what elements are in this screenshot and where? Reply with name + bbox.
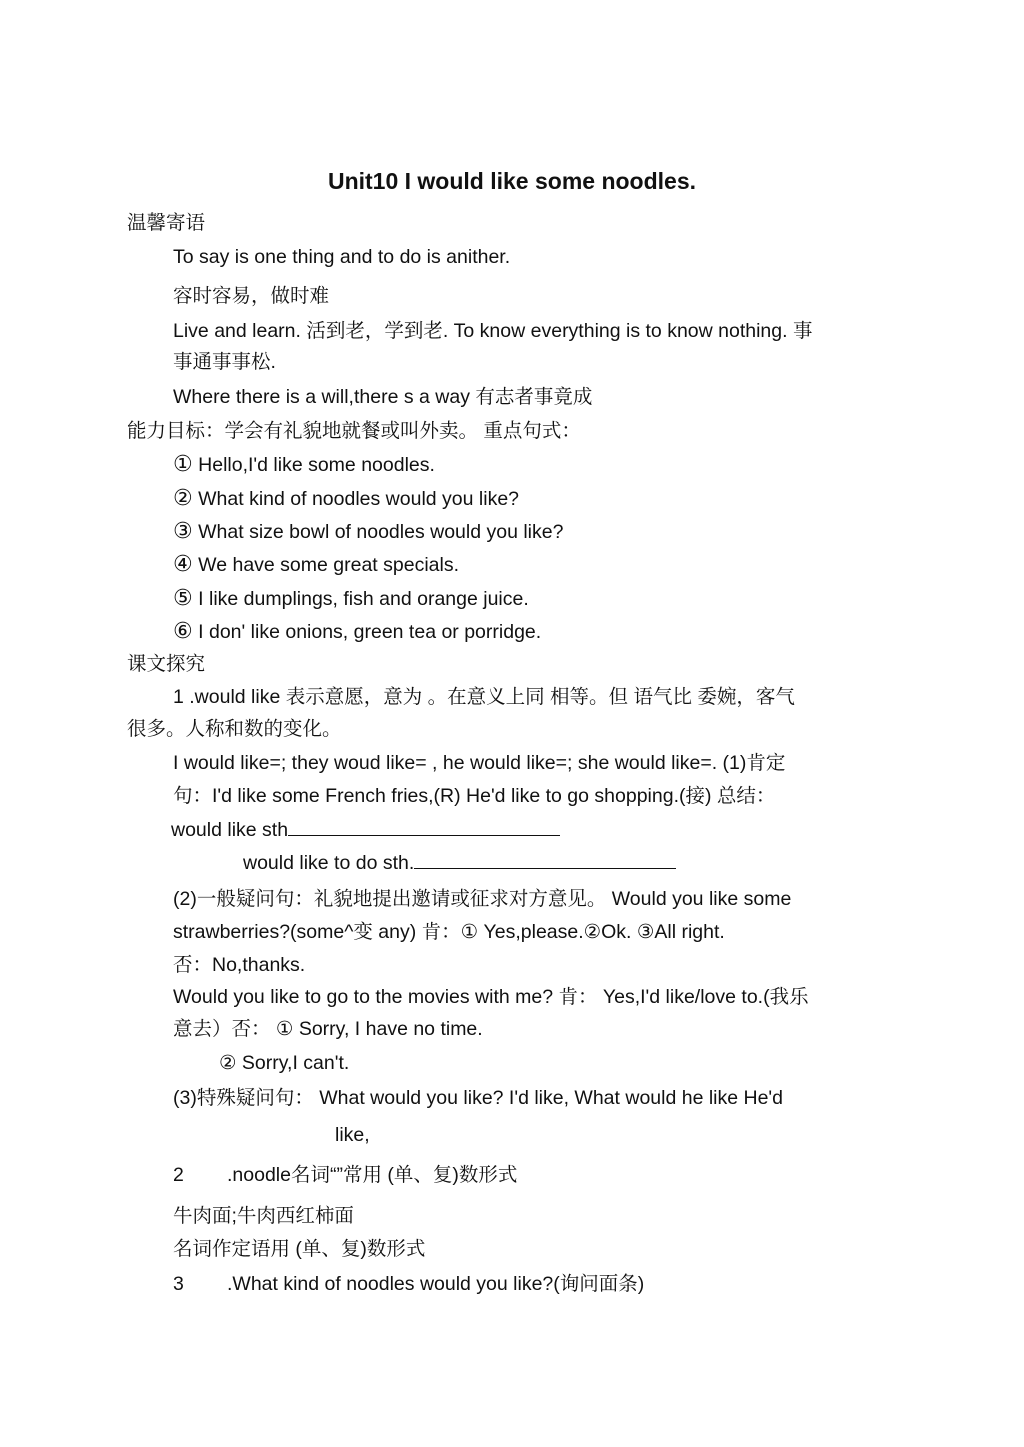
para-3c: 否：No,thanks. bbox=[173, 954, 306, 976]
para-1b: 很多。人称和数的变化。 bbox=[127, 718, 342, 740]
sentence-text: What size bowl of noodles would you like? bbox=[198, 521, 564, 543]
para-5a: (3)特殊疑问句： What would you like? I'd like, What would he like He'd bbox=[173, 1087, 784, 1109]
para-3a: (2)一般疑问句：礼貌地提出邀请或征求对方意见。 Would you like some bbox=[173, 888, 792, 910]
point-number: 3 bbox=[173, 1273, 184, 1295]
sentence-text: We have some great specials. bbox=[198, 554, 460, 576]
key-sentence-1 bbox=[173, 452, 435, 477]
para-3b: strawberries?(some^变 any) 肯：① Yes,please.②Ok. ③All right. bbox=[173, 921, 725, 943]
para-4b: 意去）否： ① Sorry, I have no time. bbox=[173, 1018, 483, 1040]
number-marker: ① bbox=[173, 451, 193, 476]
answer-blank bbox=[414, 850, 676, 869]
study-heading: 课文探究 bbox=[127, 653, 206, 675]
motto-line-4: Where there is a will,there s a way 有志者事竟成 bbox=[173, 386, 593, 408]
para-4a: Would you like to go to the movies with me? 肯： Yes,I'd like/love to.(我乐 bbox=[173, 986, 809, 1008]
point-3 bbox=[173, 1272, 644, 1296]
number-marker: ③ bbox=[173, 518, 193, 543]
beef-noodles-line: 牛肉面;牛肉西红柿面 bbox=[173, 1205, 354, 1227]
key-sentence-6 bbox=[173, 619, 541, 644]
sentence-text: What kind of noodles would you like? bbox=[198, 488, 520, 510]
ability-goal: 能力目标：学会有礼貌地就餐或叫外卖。 重点句式： bbox=[127, 420, 581, 442]
number-marker: ⑤ bbox=[173, 585, 193, 610]
para-4c: ② Sorry,I can't. bbox=[219, 1052, 350, 1074]
motto-line-1: To say is one thing and to do is anither. bbox=[173, 246, 511, 268]
sentence-text: Hello,I'd like some noodles. bbox=[198, 454, 435, 476]
page-title: Unit10 I would like some noodles. bbox=[327, 168, 697, 194]
point-text: .noodle名词“”常用 (单、复)数形式 bbox=[227, 1164, 518, 1186]
answer-blank bbox=[288, 817, 560, 836]
number-marker: ⑥ bbox=[173, 618, 193, 643]
summary-text: would like sth bbox=[171, 819, 289, 841]
sentence-text: I like dumplings, fish and orange juice. bbox=[198, 588, 529, 610]
point-2 bbox=[173, 1163, 517, 1187]
motto-line-2: 容时容易，做时难 bbox=[173, 285, 330, 307]
para-1a: 1 .would like 表示意愿，意为 。在意义上同 相等。但 语气比 委婉，客气 bbox=[173, 686, 795, 708]
summary-text: would like to do sth. bbox=[243, 852, 415, 874]
point-number: 2 bbox=[173, 1164, 184, 1186]
point-text: .What kind of noodles would you like?(询问面条) bbox=[227, 1273, 645, 1295]
number-marker: ② bbox=[173, 485, 193, 510]
sentence-text: I don' like onions, green tea or porridge. bbox=[198, 621, 542, 643]
summary-line-to-do bbox=[243, 850, 676, 875]
para-2b: 句：I'd like some French fries,(R) He'd like to go shopping.(接) 总结： bbox=[173, 785, 776, 807]
noun-modifier-line: 名词作定语用 (单、复)数形式 bbox=[173, 1238, 426, 1260]
motto-line-3a: Live and learn. 活到老，学到老. To know everything is to know nothing. 事 bbox=[173, 320, 813, 342]
motto-heading: 温馨寄语 bbox=[127, 212, 206, 234]
key-sentence-2 bbox=[173, 486, 519, 511]
key-sentence-4 bbox=[173, 552, 459, 577]
summary-line-sth bbox=[171, 817, 560, 842]
motto-line-3b: 事通事事松. bbox=[173, 351, 276, 373]
para-5b: like, bbox=[335, 1124, 370, 1146]
para-2a: I would like=; they woud like= , he would like=; she would like=. (1)肯定 bbox=[173, 752, 786, 774]
key-sentence-5 bbox=[173, 586, 529, 611]
number-marker: ④ bbox=[173, 551, 193, 576]
key-sentence-3 bbox=[173, 519, 563, 544]
